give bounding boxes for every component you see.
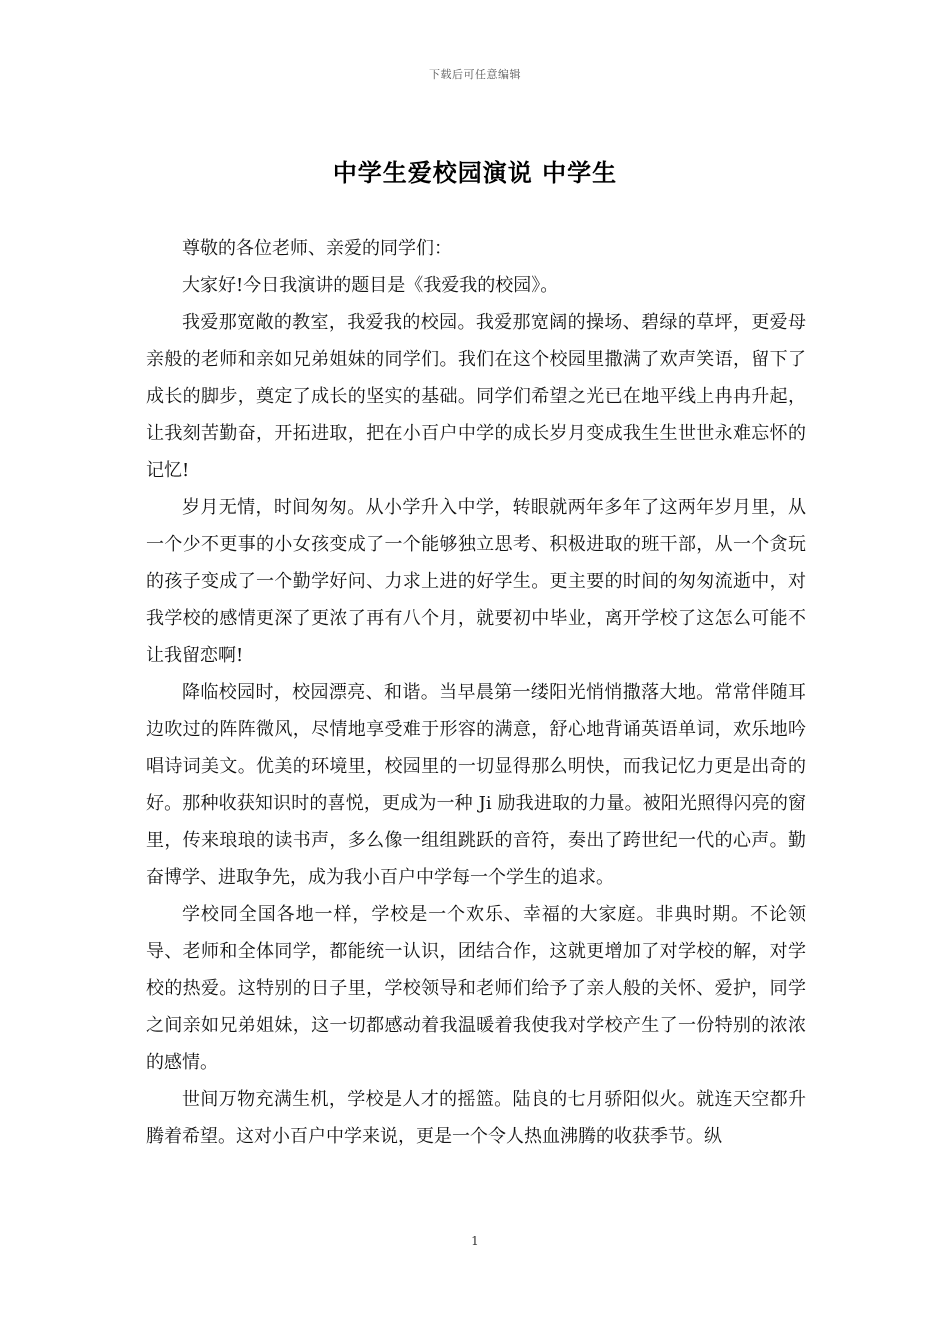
paragraph: 我爱那宽敞的教室，我爱我的校园。我爱那宽阔的操场、碧绿的草坪，更爱母亲般的老师和亲如兄弟姐妹的同学们。我们在这个校园里撒满了欢声笑语，留下了成长的脚步，奠定了成长的坚实的基础。同学们希望之光已在地平线上冉冉升起，让我刻苦勤奋，开拓进取，把在小百户中学的成长岁月变成我生生世世永难忘怀的记忆! — [146, 312, 806, 481]
document-title: 中学生爱校园演说 中学生 — [332, 158, 618, 187]
paragraph: 学校同全国各地一样，学校是一个欢乐、幸福的大家庭。非典时期。不论领导、老师和全体同学，都能统一认识，团结合作，这就更增加了对学校的解，对学校的热爱。这特别的日子里，学校领导和老师们给予了亲人般的关怀、爱护，同学之间亲如兄弟姐妹，这一切都感动着我温暖着我使我对学校产生了一份特别的浓浓的感情。 — [146, 904, 806, 1073]
paragraph: 世间万物充满生机，学校是人才的摇篮。陆良的七月骄阳似火。就连天空都升腾着希望。这对小百户中学来说，更是一个令人热血沸腾的收获季节。纵 — [146, 1089, 806, 1147]
paragraph: 岁月无情，时间匆匆。从小学升入中学，转眼就两年多年了这两年岁月里，从一个少不更事的小女孩变成了一个能够独立思考、积极进取的班干部，从一个贪玩的孩子变成了一个勤学好问、力求上进的好学生。更主要的时间的匆匆流逝中，对我学校的感情更深了更浓了再有八个月，就要初中毕业，离开学校了这怎么可能不让我留恋啊! — [146, 497, 806, 666]
paragraph-intro: 大家好!今日我演讲的题目是《我爱我的校园》。 — [182, 275, 559, 296]
paragraph-greeting: 尊敬的各位老师、亲爱的同学们： — [182, 238, 452, 259]
paragraph: 降临校园时，校园漂亮、和谐。当早晨第一缕阳光悄悄撒落大地。常常伴随耳边吹过的阵阵微风，尽情地享受难于形容的满意，舒心地背诵英语单词，欢乐地吟唱诗词美文。优美的环境里，校园里的一切显得那么明快，而我记忆力更是出奇的好。那种收获知识时的喜悦，更成为一种 Ji 励我进取的力量。被阳光照得闪亮的窗里，传来琅琅的读书声，多么像一组组跳跃的音符，奏出了跨世纪一代的心声。勤奋博学、进取争先，成为我小百户中学每一个学生的追求。 — [146, 682, 806, 888]
document-body — [146, 230, 806, 1155]
page-number: 1 — [471, 1234, 479, 1248]
header-note: 下载后可任意编辑 — [429, 68, 521, 81]
